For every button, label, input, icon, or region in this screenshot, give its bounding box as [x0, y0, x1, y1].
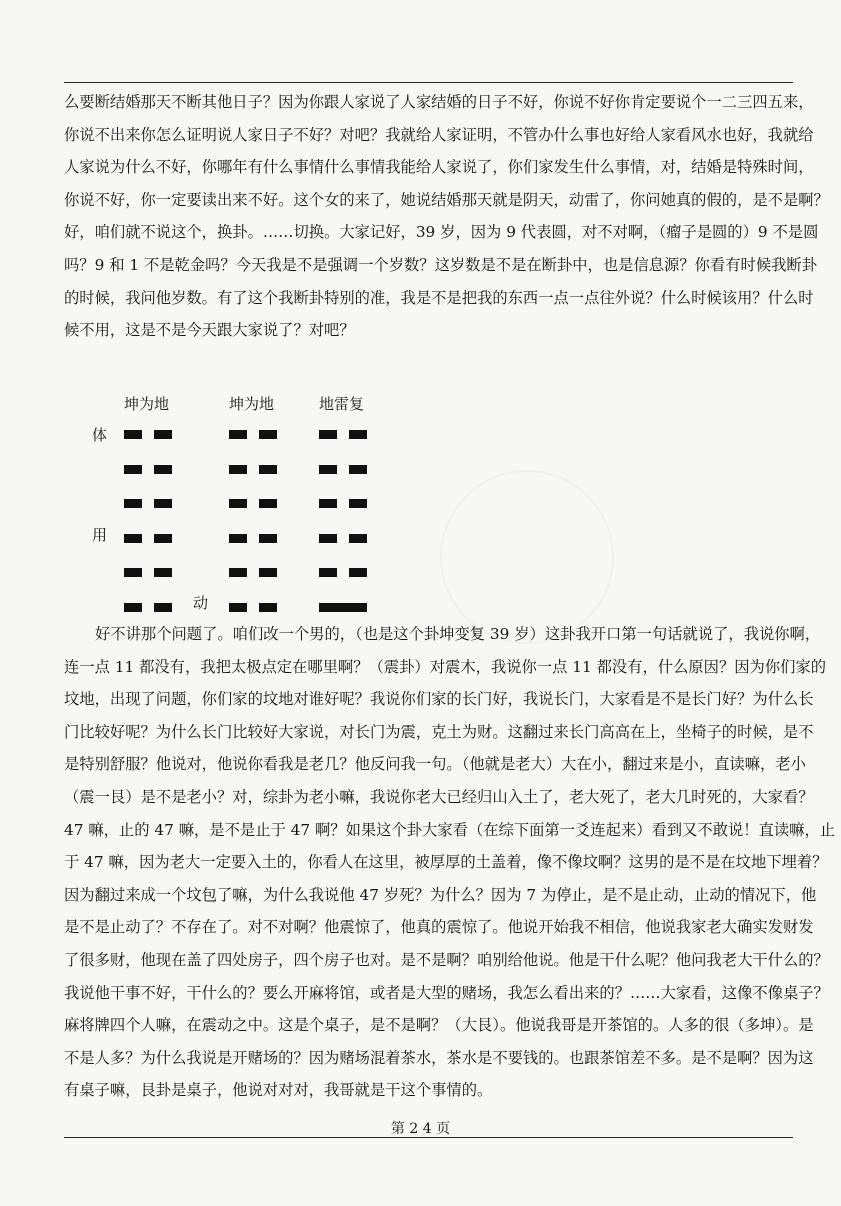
text-line: 好不讲那个问题了。咱们改一个男的，（也是这个卦坤变复 39 岁）这卦我开口第一句话就说了，我说你啊， [95, 625, 821, 643]
line-segment [319, 499, 337, 508]
line-segment [124, 603, 142, 612]
hexagram-title-3: 地雷复 [319, 395, 365, 413]
text-line: 门比较好呢？为什么长门比较好大家说，对长门为震，克土为财。这翻过来长门高高在上，坐椅子的时候，是不 [64, 722, 814, 741]
paragraph-2 [64, 618, 836, 1107]
hexagram-3 [319, 430, 381, 610]
line-segment [229, 430, 247, 439]
yong-label: 用 [92, 526, 108, 544]
line-segment [319, 603, 367, 612]
text-line: 坟地，出现了问题，你们家的坟地对谁好呢？我说你们家的长门好，我说长门，大家看是不是长门好？为什么长 [64, 690, 814, 709]
hexagram-1 [124, 430, 186, 610]
text-line: 麻将牌四个人嘛，在震动之中。这是个桌子，是不是啊？（大艮）。他说我哥是开茶馆的。人多的很（多坤）。是 [64, 1016, 814, 1035]
yin-line [229, 534, 291, 543]
line-segment [349, 465, 367, 474]
line-segment [154, 465, 172, 474]
line-segment [349, 568, 367, 577]
line-segment [229, 603, 247, 612]
text-line: 你说不出来你怎么证明说人家日子不好？对吧？我就给人家证明，不管办什么事也好给人家看风水也好，我就给 [64, 125, 814, 144]
text-line: 候不用，这是不是今天跟大家说了？对吧？ [64, 321, 355, 340]
text-line: 是特别舒服？他说对，他说你看我是老几？他反问我一句。（他就是老大）大在小，翻过来是小，直读嘛，老小 [64, 755, 806, 774]
page-number: 第 2 4 页 [390, 1121, 451, 1137]
text-line: （震一艮）是不是老小？对，综卦为老小嘛，我说你老大已经归山入土了，老大死了，老大几时死的，大家看？ [64, 787, 814, 806]
line-segment [259, 465, 277, 474]
text-line: 有桌子嘛，艮卦是桌子，他说对对对，我哥就是干这个事情的。 [64, 1081, 493, 1100]
text-line: 连一点 11 都没有，我把太极点定在哪里啊？（震卦）对震木，我说你一点 11 都没有，什么原因？因为你们家的 [64, 657, 827, 676]
line-segment [124, 499, 142, 508]
line-segment [319, 465, 337, 474]
text-line: 不是人多？为什么我说是开赌场的？因为赌场混着茶水，茶水是不要钱的。也跟茶馆差不多。是不是啊？因为这 [64, 1048, 814, 1067]
line-segment [154, 430, 172, 439]
yin-line [319, 430, 381, 439]
line-segment [124, 465, 142, 474]
yang-line [319, 603, 381, 612]
line-segment [229, 568, 247, 577]
text-line: 因为翻过来成一个坟包了嘛，为什么我说他 47 岁死？为什么？因为 7 为停止，是不是止动，止动的情况下，他 [64, 885, 817, 904]
dong-label: 动 [193, 594, 209, 612]
line-segment [349, 430, 367, 439]
yin-line [229, 499, 291, 508]
hexagram-title-1: 坤为地 [124, 395, 170, 413]
yin-line [124, 568, 186, 577]
text-line: 我说他干事不好，干什么的？要么开麻将馆，或者是大型的赌场，我怎么看出来的？……大家看，这像不像桌子？ [64, 983, 829, 1002]
yin-line [124, 603, 186, 612]
yin-line [319, 534, 381, 543]
line-segment [259, 568, 277, 577]
text-line: 人家说为什么不好，你哪年有什么事情什么事情我能给人家说了，你们家发生什么事情，对，结婚是特殊时间， [64, 158, 814, 177]
line-segment [154, 534, 172, 543]
line-segment [124, 430, 142, 439]
paragraph-1 [64, 86, 829, 347]
line-segment [319, 534, 337, 543]
text-line: 的时候，我问他岁数。有了这个我断卦特别的准，我是不是把我的东西一点一点往外说？什么时候该用？什么时 [64, 288, 814, 307]
line-segment [259, 603, 277, 612]
line-segment [154, 603, 172, 612]
yin-line [319, 499, 381, 508]
top-rule [64, 82, 793, 83]
text-line: 好，咱们就不说这个，换卦。……切换。大家记好，39 岁，因为 9 代表圆，对不对啊，（瘤子是圆的）9 不是圆 [64, 223, 819, 242]
line-segment [319, 430, 337, 439]
yin-line [229, 430, 291, 439]
line-segment [124, 568, 142, 577]
yin-line [124, 534, 186, 543]
line-segment [349, 499, 367, 508]
line-segment [124, 534, 142, 543]
line-segment [259, 499, 277, 508]
line-segment [259, 534, 277, 543]
line-segment [229, 465, 247, 474]
text-line: 于 47 嘛，因为老大一定要入土的，你看人在这里，被厚厚的土盖着，像不像坟啊？这男的是不是在坟地下埋着？ [64, 853, 828, 872]
text-line: 是不是止动了？不存在了。对不对啊？他震惊了，他真的震惊了。他说开始我不相信，他说我家老大确实发财发 [64, 918, 814, 937]
line-segment [319, 568, 337, 577]
yin-line [124, 430, 186, 439]
line-segment [154, 499, 172, 508]
text-line: 47 嘛，止的 47 嘛，是不是止于 47 啊？如果这个卦大家看（在综下面第一爻连起来）看到又不敢说！直读嘛，止 [64, 820, 836, 839]
text-line: 吗？9 和 1 不是乾金吗？今天我是不是强调一个岁数？这岁数是不是在断卦中，也是信息源？你看有时候我断卦 [64, 255, 818, 274]
hexagram-title-2: 坤为地 [229, 395, 275, 413]
line-segment [259, 430, 277, 439]
yin-line [229, 465, 291, 474]
yin-line [319, 465, 381, 474]
text-line: 了很多财，他现在盖了四处房子，四个房子也对。是不是啊？咱别给他说。他是干什么呢？他问我老大干什么的？ [64, 950, 829, 969]
yin-line [124, 465, 186, 474]
yin-line [319, 568, 381, 577]
yin-line [229, 603, 291, 612]
yin-line [124, 499, 186, 508]
line-segment [349, 534, 367, 543]
hexagram-2 [229, 430, 291, 610]
line-segment [229, 534, 247, 543]
text-line: 么要断结婚那天不断其他日子？因为你跟人家说了人家结婚的日子不好，你说不好你肯定要说个一二三四五来， [64, 93, 814, 111]
line-segment [154, 568, 172, 577]
line-segment [229, 499, 247, 508]
yin-line [229, 568, 291, 577]
text-line: 你说不好，你一定要读出来不好。这个女的来了，她说结婚那天就是阴天，动雷了，你问她真的假的，是不是啊？ [64, 190, 829, 209]
ti-label: 体 [92, 426, 108, 444]
